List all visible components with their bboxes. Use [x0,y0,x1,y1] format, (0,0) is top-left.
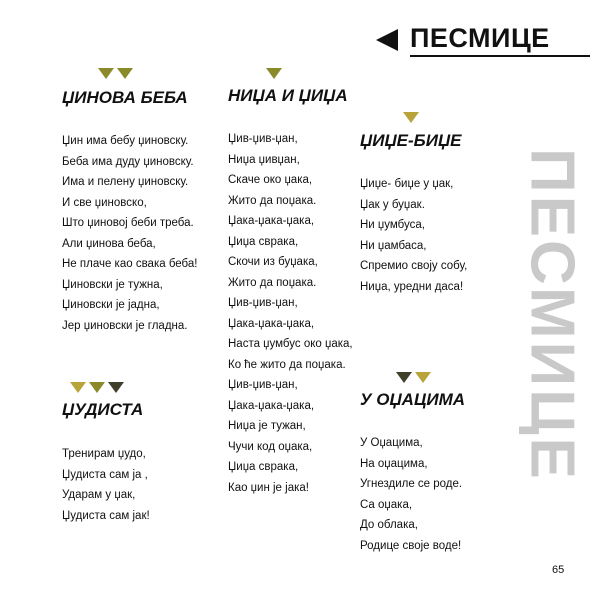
poem-title-nica-i-cica: НИЏА И ЏИЏА [228,86,348,105]
poem-line: Ударам у џак, [62,489,136,501]
poem-line: Ни џамбаса, [360,239,427,252]
poem-line: Наста џумбус око џака, [228,338,353,350]
poem-line: Као џин је јака! [228,481,309,494]
poem-line: Јер џиновски је гладна. [62,319,188,332]
poem-line: Спремио своју собу, [360,260,468,272]
poem-cice-bice [360,174,467,297]
page-number: 65 [552,564,565,576]
triangle-icon [108,382,124,393]
poem-line: Џив-џив-џан, [228,297,298,309]
back-arrow-icon[interactable] [376,29,398,51]
poem-line: Ни џумбуса, [360,219,425,231]
poem-line: У Оџацима, [360,437,423,449]
decor-triangles [266,66,285,78]
poem-line: Џиџе- биџе у џак, [360,178,454,190]
triangle-icon [266,68,282,79]
poem-line: Ко ће жито да поџака. [228,358,346,371]
poem-line: Џин има бебу џиновску. [62,135,189,147]
triangle-icon [117,68,133,79]
decor-triangles [98,66,136,78]
poem-line: Џака-џака-џака, [228,399,315,412]
poem-title-cinova-beba: ЏИНОВА БЕБА [62,88,188,107]
poem-line: Жито да поџака. [228,276,317,289]
poem-line: Џиџа сврака, [228,235,299,248]
poem-line: Џив-џив-џан, [228,379,298,391]
poem-line: Ниџа, уредни даса! [360,280,464,293]
poem-line: Жито да поџака. [228,194,317,207]
poem-line: Џиновски је тужна, [62,278,163,291]
poem-line: Скаче око џака, [228,174,313,186]
decor-triangles [403,110,422,122]
triangle-icon [396,372,412,383]
poem-line: Џудиста сам ја , [62,468,148,481]
poem-line: До облака, [360,519,418,531]
decor-triangles [396,370,434,382]
poem-cudista [62,444,150,526]
triangle-icon [70,382,86,393]
poem-line: Џак у буџак. [360,198,425,211]
triangle-icon [98,68,114,79]
poem-line: Има и пелену џиновску. [62,176,189,188]
poem-line: Чучи код оџака, [228,440,313,453]
triangle-icon [89,382,105,393]
poem-title-u-ocacima: У ОЏАЦИМА [360,390,466,409]
poem-line: Џака-џака-џака, [228,317,315,330]
triangle-icon [403,112,419,123]
poem-line: Родице своје воде! [360,539,462,552]
poem-line: Скочи из буџака, [228,256,318,268]
poem-nica-i-cica [228,129,353,498]
poem-line: Џудиста сам јак! [62,509,150,522]
poem-line: Ниџа је тужан, [228,420,306,432]
poem-line: Не плаче као свака беба! [62,258,198,270]
poem-line: Џака-џака-џака, [228,215,315,227]
poem-line: Џиновски је јадна, [62,299,160,311]
poem-title-cice-bice: ЏИЏЕ-БИЏЕ [360,131,462,150]
vertical-watermark-title [517,140,587,490]
title-underline [410,55,590,57]
poem-line: Што џиновој беби треба. [62,217,194,229]
poem-line: Џив-џив-џан, [228,133,298,145]
poem-line: Џиџа сврака, [228,461,299,473]
poem-cinova-beba [62,131,197,336]
poem-line: На оџацима, [360,457,428,470]
poem-line: Ниџа џивџан, [228,153,300,166]
poem-line: Угнездиле се роде. [360,478,463,490]
decor-triangles [70,380,127,392]
poem-line: Беба има дуду џиновску. [62,155,194,168]
poem-title-cudista: ЏУДИСТА [62,400,144,419]
poem-line: Али џинова беба, [62,237,156,250]
section-title: ПЕСМИЦЕ [410,23,550,53]
triangle-icon [415,372,431,383]
vertical-title-text: ПЕСМИЦЕ [517,148,587,482]
poem-line: Тренирам џудо, [62,448,146,460]
poem-line: И све џиновско, [62,196,147,209]
poem-line: Са оџака, [360,498,413,511]
poem-u-ocacima [360,433,462,556]
